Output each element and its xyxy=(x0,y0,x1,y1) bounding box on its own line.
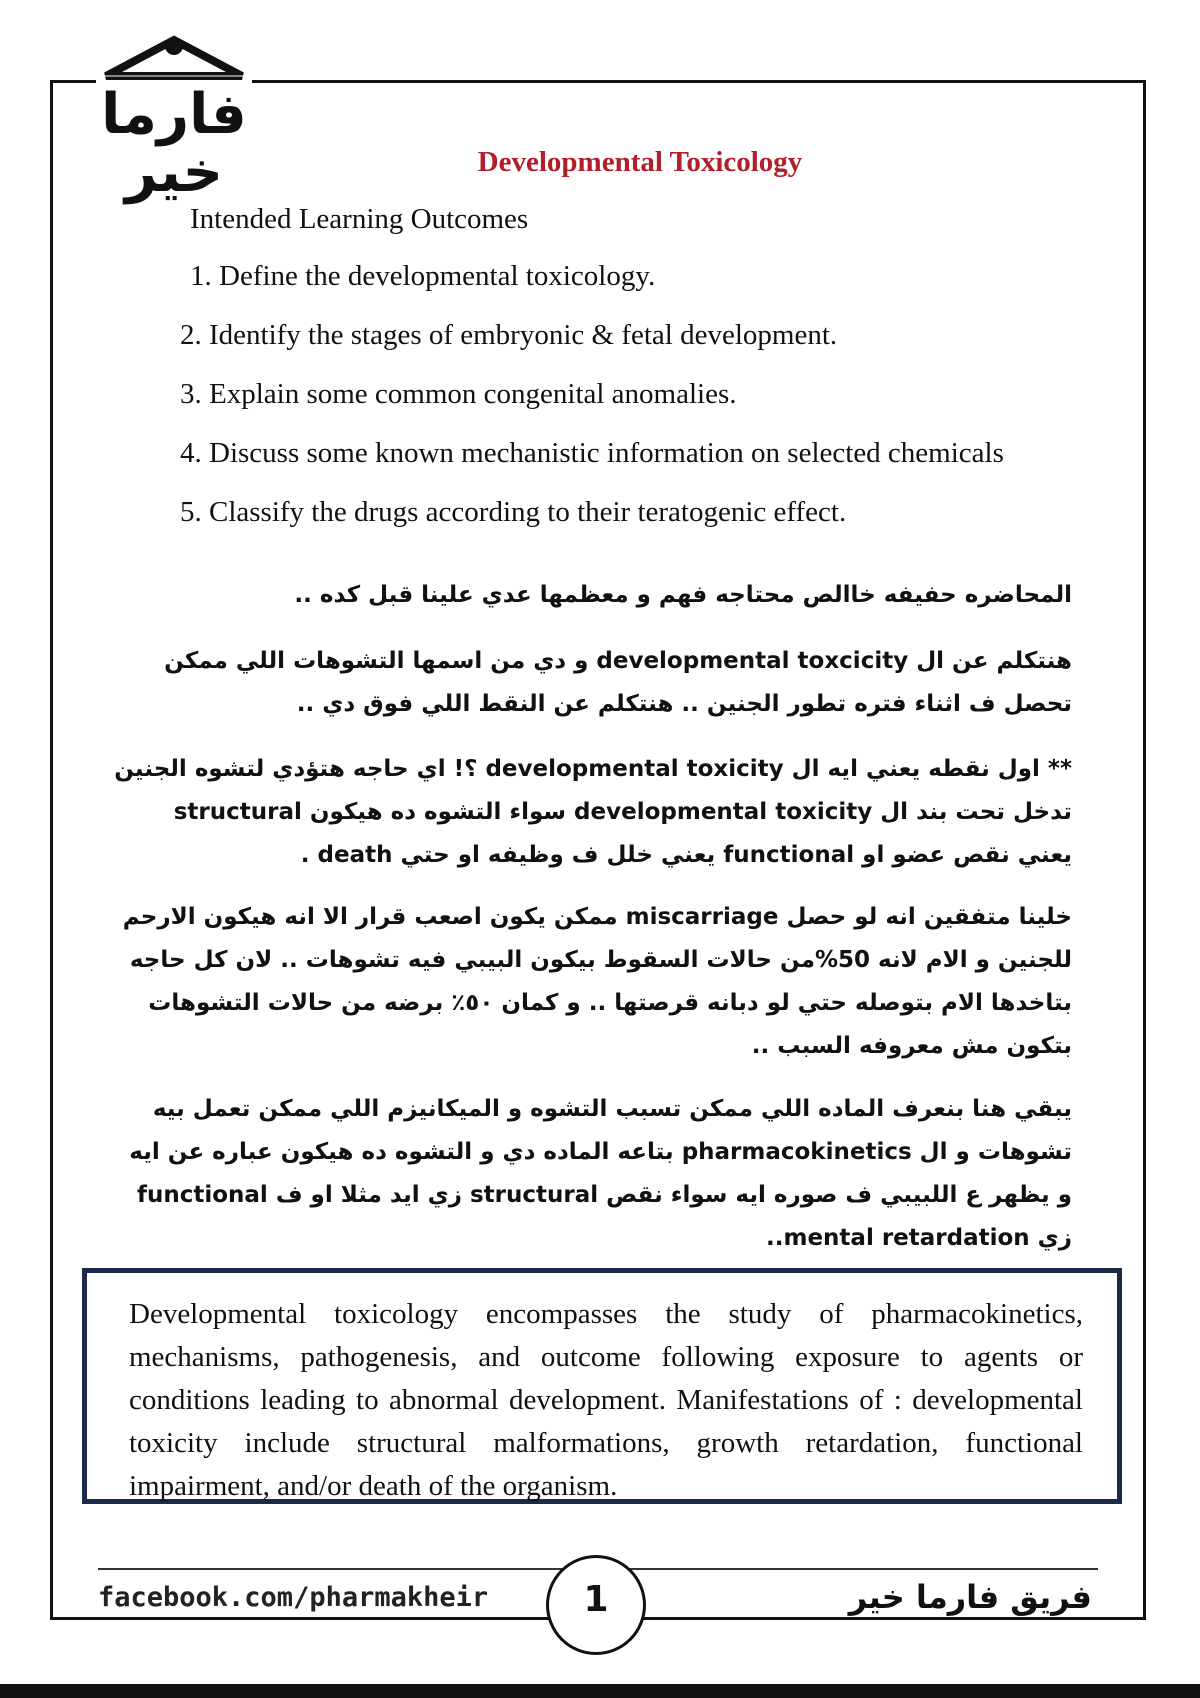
bottom-bar xyxy=(0,1684,1200,1698)
outcome-item: 3. Explain some common congenital anomalies. xyxy=(180,378,737,410)
outcome-item: 4. Discuss some known mechanistic information on selected chemicals xyxy=(180,437,1004,469)
arabic-note: ** اول نقطه يعني ايه ال developmental toxicity ؟! اي حاجه هتؤدي لتشوه الجنين تدخل تحت بند ال developmental toxicity سواء التشوه ده هيكون structural يعني نقص عضو او functional يعني خلل ف وظيفه او حتي death . xyxy=(114,756,1072,868)
logo xyxy=(96,30,252,205)
definition-box xyxy=(82,1268,1122,1504)
footer-url: facebook.com/pharmakheir xyxy=(98,1582,489,1613)
logo-text: فارما خير xyxy=(101,82,247,205)
outcomes-heading: Intended Learning Outcomes xyxy=(190,203,529,235)
footer-team-name: فريق فارما خير xyxy=(848,1578,1092,1616)
definition-text: Developmental toxicology encompasses the study of pharmacokinetics, mechanisms, pathogenesis, and outcome following exposure to agents or conditions leading to abnormal development. Manifestations of : developmental toxicity include structural malformations, growth retardation, functional impairment, and/or death of the organism. xyxy=(129,1298,1083,1502)
outcome-item: 2. Identify the stages of embryonic & fetal development. xyxy=(180,319,838,351)
outcomes-list xyxy=(180,258,1015,553)
page-title: Developmental Toxicology xyxy=(477,146,803,178)
page-number: 1 xyxy=(583,1579,609,1620)
page-number-badge xyxy=(546,1555,646,1655)
arabic-note: هنتكلم عن ال developmental toxcicity و دي من اسمها التشوهات اللي ممكن تحصل ف اثناء فتره تطور الجنين .. هنتكلم عن النقط اللي فوق دي .. xyxy=(164,648,1072,717)
arabic-note: يبقي هنا بنعرف الماده اللي ممكن تسبب التشوه و الميكانيزم اللي ممكن تعمل بيه تشوهات و ال pharmacokinetics بتاعه الماده دي و التشوه ده هيكون عباره عن ايه و يظهر ع اللبيبي ف صوره ايه سواء نقص structural زي ايد مثلا او ف functional زي mental retardation.. xyxy=(129,1096,1072,1251)
outcome-item: 5. Classify the drugs according to their teratogenic effect. xyxy=(180,496,847,528)
outcome-item: 1. Define the developmental toxicology. xyxy=(190,260,656,292)
arabic-note: المحاضره حفيفه خاالص محتاجه فهم و معظمها عدي علينا قبل كده .. xyxy=(294,582,1072,608)
arabic-note: خلينا متفقين انه لو حصل miscarriage ممكن يكون اصعب قرار الا انه هيكون الارحم للجنين و الام لانه 50%من حالات السقوط بيكون البيبي فيه تشوهات .. لان كل حاجه بتاخدها الام بتوصله حتي لو دبانه قرصتها .. و كمان ٥٠٪ برضه من حالات التشوهات بتكون مش معروفه السبب .. xyxy=(122,904,1072,1059)
